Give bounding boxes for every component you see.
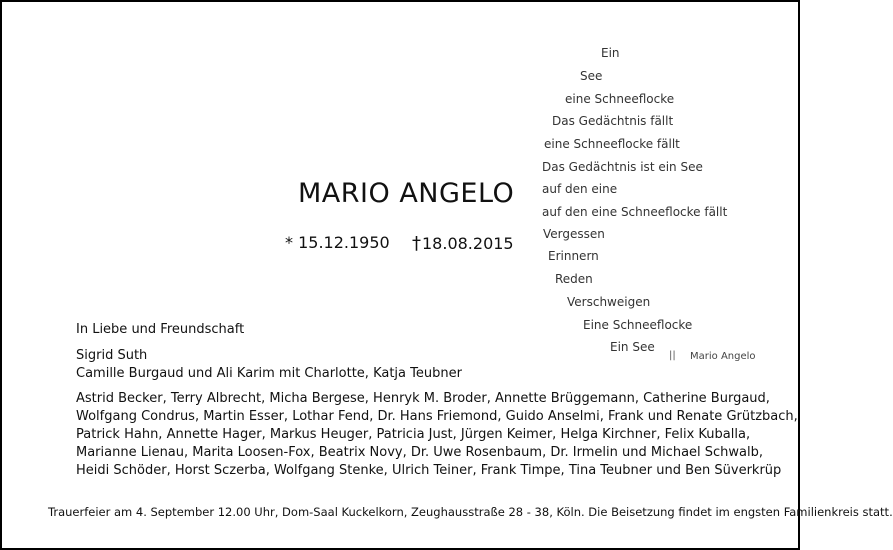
birth-date: * 15.12.1950 bbox=[285, 233, 390, 252]
poem-line: Vergessen bbox=[543, 227, 605, 241]
friends-line: Marianne Lienau, Marita Loosen-Fox, Beatrix Novy, Dr. Uwe Rosenbaum, Dr. Irmelin und Michael Schwalb, bbox=[76, 445, 764, 460]
poem-line: Verschweigen bbox=[567, 295, 651, 309]
family-line: Sigrid Suth bbox=[76, 348, 148, 363]
death-date-group bbox=[412, 233, 514, 254]
funeral-info: Trauerfeier am 4. September 12.00 Uhr, Dom-Saal Kuckelkorn, Zeughausstraße 28 - 38, Köln. Die Beisetzung findet im engsten Familienkreis statt. bbox=[48, 505, 893, 519]
poem-line: Ein See bbox=[610, 340, 655, 354]
poem-line: auf den eine Schneeflocke fällt bbox=[542, 205, 728, 219]
poem-line: See bbox=[580, 69, 603, 83]
friends-line: Heidi Schöder, Horst Sczerba, Wolfgang Stenke, Ulrich Teiner, Frank Timpe, Tina Teubner und Ben Süverkrüp bbox=[76, 463, 782, 478]
poem-line: auf den eine bbox=[542, 182, 618, 196]
signature-mark: || bbox=[669, 350, 676, 361]
friends-line: Astrid Becker, Terry Albrecht, Micha Bergese, Henryk M. Broder, Annette Brüggemann, Catherine Burgaud, bbox=[76, 391, 770, 406]
cross-icon: † bbox=[412, 233, 421, 254]
poem-line: Das Gedächtnis fällt bbox=[552, 114, 674, 128]
family-line: Camille Burgaud und Ali Karim mit Charlotte, Katja Teubner bbox=[76, 366, 462, 381]
poem-line: Erinnern bbox=[548, 249, 599, 263]
death-date: 18.08.2015 bbox=[422, 234, 514, 253]
poem-author: Mario Angelo bbox=[690, 351, 756, 362]
friends-line: Wolfgang Condrus, Martin Esser, Lothar Fend, Dr. Hans Friemond, Guido Anselmi, Frank und Renate Grützbach, bbox=[76, 409, 798, 424]
poem-line: Ein bbox=[601, 46, 620, 60]
poem-line: Das Gedächtnis ist ein See bbox=[542, 160, 703, 174]
poem-line: Eine Schneeflocke bbox=[583, 318, 693, 332]
mourners-intro: In Liebe und Freundschaft bbox=[76, 322, 245, 337]
poem-line: Reden bbox=[555, 272, 593, 286]
friends-line: Patrick Hahn, Annette Hager, Markus Heuger, Patricia Just, Jürgen Keimer, Helga Kirchner, Felix Kuballa, bbox=[76, 427, 751, 442]
deceased-name: MARIO ANGELO bbox=[298, 178, 515, 209]
poem-line: eine Schneeflocke bbox=[565, 92, 675, 106]
poem-line: eine Schneeflocke fällt bbox=[544, 137, 680, 151]
